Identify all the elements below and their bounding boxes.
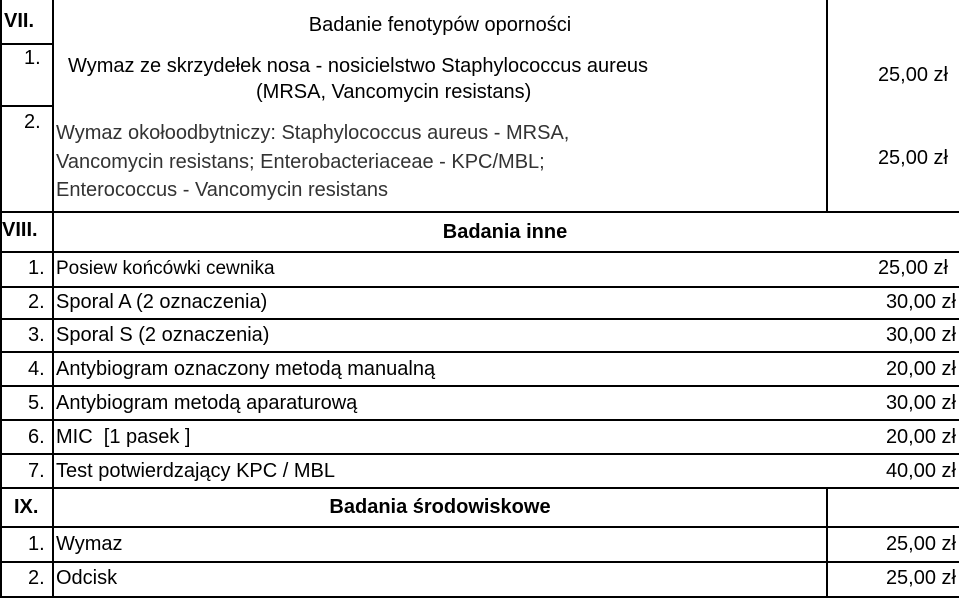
item-number: 2. (28, 291, 45, 313)
item-price: 40,00 zł (885, 460, 956, 482)
item-number: 1. (28, 533, 45, 555)
row-divider (0, 211, 959, 213)
item-price: 25,00 zł (877, 147, 948, 169)
item-description: Antybiogram metodą aparaturową (56, 392, 358, 414)
row-divider (0, 251, 959, 253)
row-divider (0, 385, 959, 387)
item-number: 1. (24, 47, 41, 69)
item-price: 20,00 zł (885, 426, 956, 448)
item-number: 3. (28, 324, 45, 346)
item-description: Posiew końcówki cewnika (56, 258, 275, 279)
item-description: Sporal S (2 oznaczenia) (56, 324, 270, 346)
item-price: 30,00 zł (885, 392, 956, 414)
price-divider-top (826, 0, 828, 213)
item-number: 6. (28, 426, 45, 448)
section-title: Badania środowiskowe (329, 496, 551, 518)
item-number: 5. (28, 392, 45, 414)
left-border (0, 0, 2, 598)
item-description: Enterococcus - Vancomycin resistans (56, 179, 388, 201)
row-divider (0, 286, 959, 288)
row-divider (0, 526, 959, 528)
item-description: MIC [1 pasek ] (56, 426, 191, 448)
item-number: 4. (28, 358, 45, 380)
row-divider (0, 105, 54, 107)
item-price: 30,00 zł (885, 324, 956, 346)
row-divider (0, 318, 959, 320)
item-price: 30,00 zł (885, 291, 956, 313)
item-description: Wymaz okołoodbytniczy: Staphylococcus aureus - MRSA, (56, 122, 570, 144)
item-price: 25,00 zł (877, 257, 948, 279)
section-number: VII. (4, 10, 35, 32)
item-number: 7. (28, 460, 45, 482)
row-divider (0, 351, 959, 353)
item-price: 25,00 zł (885, 533, 956, 555)
item-price: 25,00 zł (877, 64, 948, 86)
row-divider (0, 453, 959, 455)
section-number: IX. (14, 496, 39, 518)
section-title: Badania inne (442, 221, 568, 243)
item-price: 25,00 zł (885, 567, 956, 589)
row-divider (0, 487, 959, 489)
item-description: Sporal A (2 oznaczenia) (56, 291, 268, 313)
item-number: 1. (28, 257, 45, 279)
item-price: 20,00 zł (885, 358, 956, 380)
item-description: Odcisk (56, 567, 118, 589)
item-description: Antybiogram oznaczony metodą manualną (56, 358, 436, 380)
row-divider (0, 419, 959, 421)
row-divider (0, 561, 959, 563)
section-number: VIII. (2, 219, 38, 241)
row-divider (0, 43, 54, 45)
item-description: (MRSA, Vancomycin resistans) (256, 81, 532, 103)
item-description: Wymaz ze skrzydełek nosa - nosicielstwo Staphylococcus aureus (68, 55, 649, 77)
item-description: Vancomycin resistans; Enterobacteriaceae - KPC/MBL; (56, 151, 545, 173)
item-description: Wymaz (56, 533, 123, 555)
section-title: Badanie fenotypów oporności (308, 14, 572, 36)
item-description: Test potwierdzający KPC / MBL (56, 460, 335, 482)
item-number: 2. (28, 567, 45, 589)
item-number: 2. (24, 111, 41, 133)
